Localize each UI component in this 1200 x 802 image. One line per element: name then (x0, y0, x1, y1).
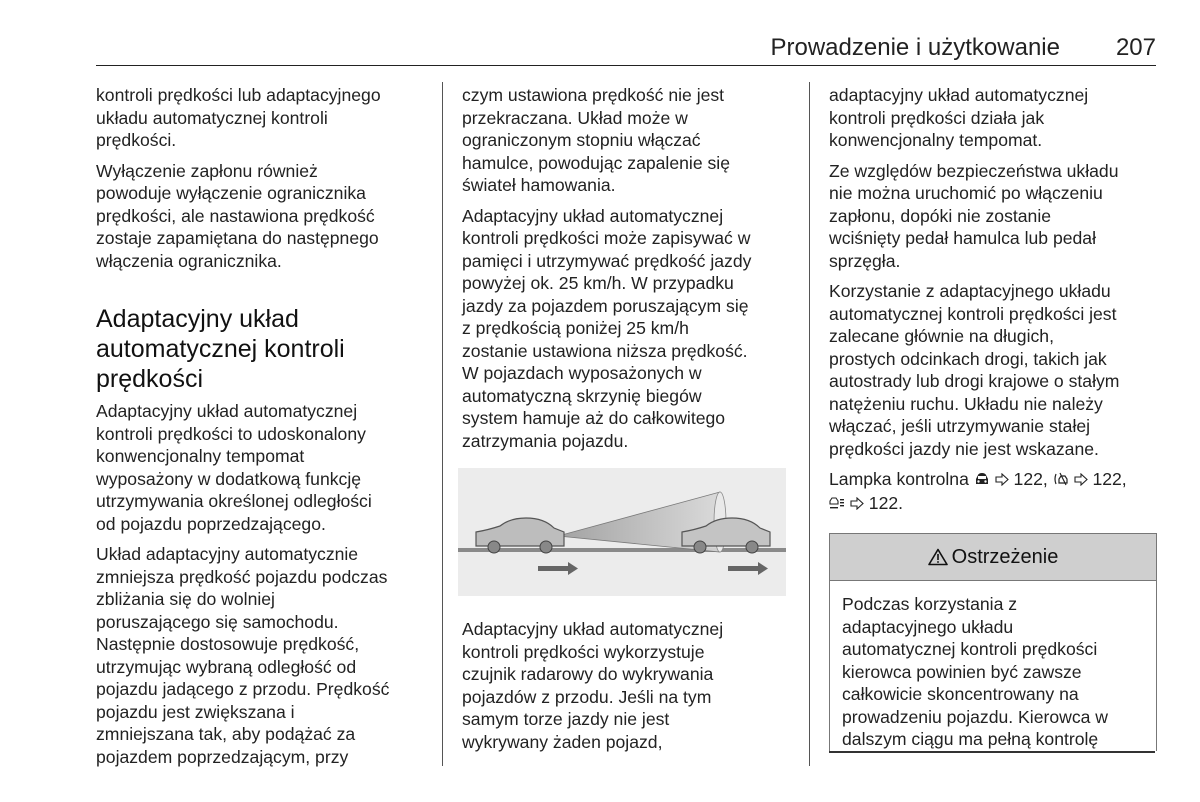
text-line: zbliżania się do wolniej (96, 589, 275, 609)
text-line: pojazdem poprzedzającym, przy (96, 746, 349, 767)
column-divider-1 (442, 82, 443, 766)
text-line: pojazdów z przodu. Jeśli na tym (462, 686, 712, 707)
text-line: świateł hamowania. (462, 175, 616, 195)
text-line: zatrzymania pojazdu. (462, 430, 629, 451)
car-distance-icon (829, 493, 845, 516)
text-line: włączać, jeśli utrzymywanie stałej (829, 416, 1091, 436)
column-1 (96, 84, 431, 776)
text-line: wciśnięty pedał hamulca lub pedał (829, 228, 1096, 248)
text-line: zostanie ustawiona niższa prędkość. (462, 340, 748, 361)
text-line: kontroli prędkości to udoskonalony (96, 423, 366, 444)
text-line: pojazdu jest zwiększana i (96, 701, 295, 722)
warning-triangle-icon (928, 548, 948, 566)
paragraph (462, 205, 797, 453)
text-line: Następnie dostosowuje prędkość, (96, 634, 360, 654)
text-line: automatycznej kontroli prędkości jest (829, 303, 1117, 324)
paragraph (462, 84, 797, 197)
text-line: pojazdu jadącego z przodu. Prędkość (96, 679, 390, 699)
text-line: Adaptacyjny układ automatycznej (462, 205, 724, 226)
indicator-lamp-reference (829, 468, 1159, 515)
text-line: Ze względów bezpieczeństwa układu (829, 160, 1119, 181)
paragraph (96, 400, 431, 535)
text-line: wyposażony w dodatkową funkcję (96, 468, 362, 489)
text-line: Adaptacyjny układ automatycznej (96, 401, 358, 421)
text-line: powoduje wyłączenie ogranicznika (96, 183, 366, 203)
text-line: nie można uruchomić po włączeniu (829, 183, 1103, 203)
text-line: hamulce, powodując zapalenie się (462, 152, 730, 173)
text-line: z prędkością poniżej 25 km/h (462, 318, 689, 338)
text-line: prędkości jazdy nie jest wskazane. (829, 438, 1099, 459)
warning-bottom-rule (829, 751, 1155, 753)
text-line: powyżej ok. 25 km/h. W przypadku (462, 273, 734, 293)
text-line: przekraczana. Układ może w (462, 107, 688, 128)
text-line: adaptacyjny układ automatycznej (829, 85, 1089, 105)
radar-diagram-graphic (458, 468, 786, 596)
text-line: Adaptacyjny układ automatycznej (462, 619, 724, 639)
text-line (829, 492, 1159, 516)
text-line: układu automatycznej kontroli (96, 107, 328, 128)
text-line: prędkości, ale nastawiona prędkość (96, 205, 375, 226)
text-line: ograniczonym stopniu włączać (462, 130, 701, 150)
text-line: jazdy za pojazdem poruszającym się (462, 295, 749, 316)
paragraph (96, 543, 431, 768)
heading-line: automatycznej kontroli (96, 335, 345, 363)
text-line: pamięci i utrzymywać prędkość jazdy (462, 250, 752, 271)
warning-header (830, 534, 1156, 581)
warning-body (830, 581, 1156, 751)
text-line: sprzęgła. (829, 250, 901, 271)
text-line: kontroli prędkości może zapisywać w (462, 228, 751, 248)
section-heading (96, 304, 431, 394)
text-line: całkowicie skoncentrowany na (842, 684, 1079, 704)
running-header-title: Prowadzenie i użytkowanie (770, 34, 1060, 61)
car-front-icon (974, 469, 990, 492)
text-line: czujnik radarowy do wykrywania (462, 664, 714, 684)
text-line: zapłonu, dopóki nie zostanie (829, 205, 1052, 226)
text-line: Podczas korzystania z (842, 594, 1018, 614)
heading-line: prędkości (96, 365, 203, 393)
acc-radar-illustration (458, 468, 786, 596)
page-number: 207 (1115, 34, 1156, 61)
text-line: kontroli prędkości wykorzystuje (462, 641, 705, 662)
warning-title: Ostrzeżenie (951, 545, 1059, 568)
reference-arrow-icon (995, 469, 1009, 492)
paragraph (829, 280, 1159, 460)
text-line: Wyłączenie zapłonu również (96, 160, 318, 181)
text-line: W pojazdach wyposażonych w (462, 363, 702, 383)
text-line: konwencjonalny tempomat. (829, 130, 1043, 150)
text-line (829, 468, 1159, 492)
text-line: adaptacyjnego układu (842, 616, 1014, 637)
text-line: czym ustawiona prędkość nie jest (462, 85, 725, 105)
paragraph (96, 84, 431, 152)
paragraph (829, 160, 1159, 273)
paragraph (462, 618, 797, 753)
page-ref[interactable]: 122, (1092, 469, 1127, 489)
text-line: automatycznej kontroli prędkości (842, 639, 1098, 659)
text-line: poruszającego się samochodu. (96, 611, 339, 632)
text-line: prowadzeniu pojazdu. Kierowca w (842, 706, 1109, 727)
text-line: zmniejsza prędkość pojazdu podczas (96, 566, 388, 587)
paragraph (96, 160, 431, 273)
paragraph (829, 84, 1159, 152)
lamp-label: Lampka kontrolna (829, 469, 969, 489)
text-line: kontroli prędkości lub adaptacyjnego (96, 85, 381, 105)
text-line: od pojazdu poprzedzającego. (96, 513, 326, 534)
reference-arrow-icon (1074, 469, 1088, 492)
heading-line: Adaptacyjny układ (96, 305, 299, 333)
text-line: kontroli prędkości działa jak (829, 107, 1045, 128)
page-ref[interactable]: 122. (868, 492, 904, 513)
text-line: wykrywany żaden pojazd, (462, 731, 663, 752)
text-line: prędkości. (96, 130, 177, 150)
text-line: Układ adaptacyjny automatycznie (96, 544, 359, 564)
text-line: dalszym ciągu ma pełną kontrolę (842, 729, 1099, 749)
text-line: autostrady lub drogi krajowe o stałym (829, 371, 1120, 391)
column-3 (829, 84, 1159, 753)
header-rule (96, 65, 1156, 66)
text-line: utrzymywania określonej odległości (96, 491, 372, 511)
text-line: zostaje zapamiętana do następnego (96, 228, 379, 248)
column-2 (462, 84, 797, 761)
text-line: zalecane głównie na długich, (829, 326, 1054, 346)
radar-car-icon (1053, 469, 1069, 492)
text-line: natężeniu ruchu. Układu nie należy (829, 393, 1103, 414)
text-line: włączenia ogranicznika. (96, 250, 282, 271)
text-line: kierowca powinien być zawsze (842, 661, 1082, 682)
text-line: Korzystanie z adaptacyjnego układu (829, 281, 1111, 301)
warning-box (829, 533, 1157, 751)
text-line: system hamuje aż do całkowitego (462, 408, 726, 428)
text-line: konwencjonalny tempomat (96, 446, 305, 466)
text-line: utrzymując wybraną odległość od (96, 656, 357, 677)
reference-arrow-icon (850, 493, 864, 516)
text-line: samym torze jazdy nie jest (462, 709, 670, 729)
text-line: automatyczną skrzynię biegów (462, 385, 702, 406)
text-line: prostych odcinkach drogi, takich jak (829, 348, 1107, 369)
column-divider-2 (809, 82, 810, 766)
text-line: zmniejszana tak, aby podążać za (96, 724, 356, 744)
page-ref[interactable]: 122, (1013, 469, 1048, 489)
